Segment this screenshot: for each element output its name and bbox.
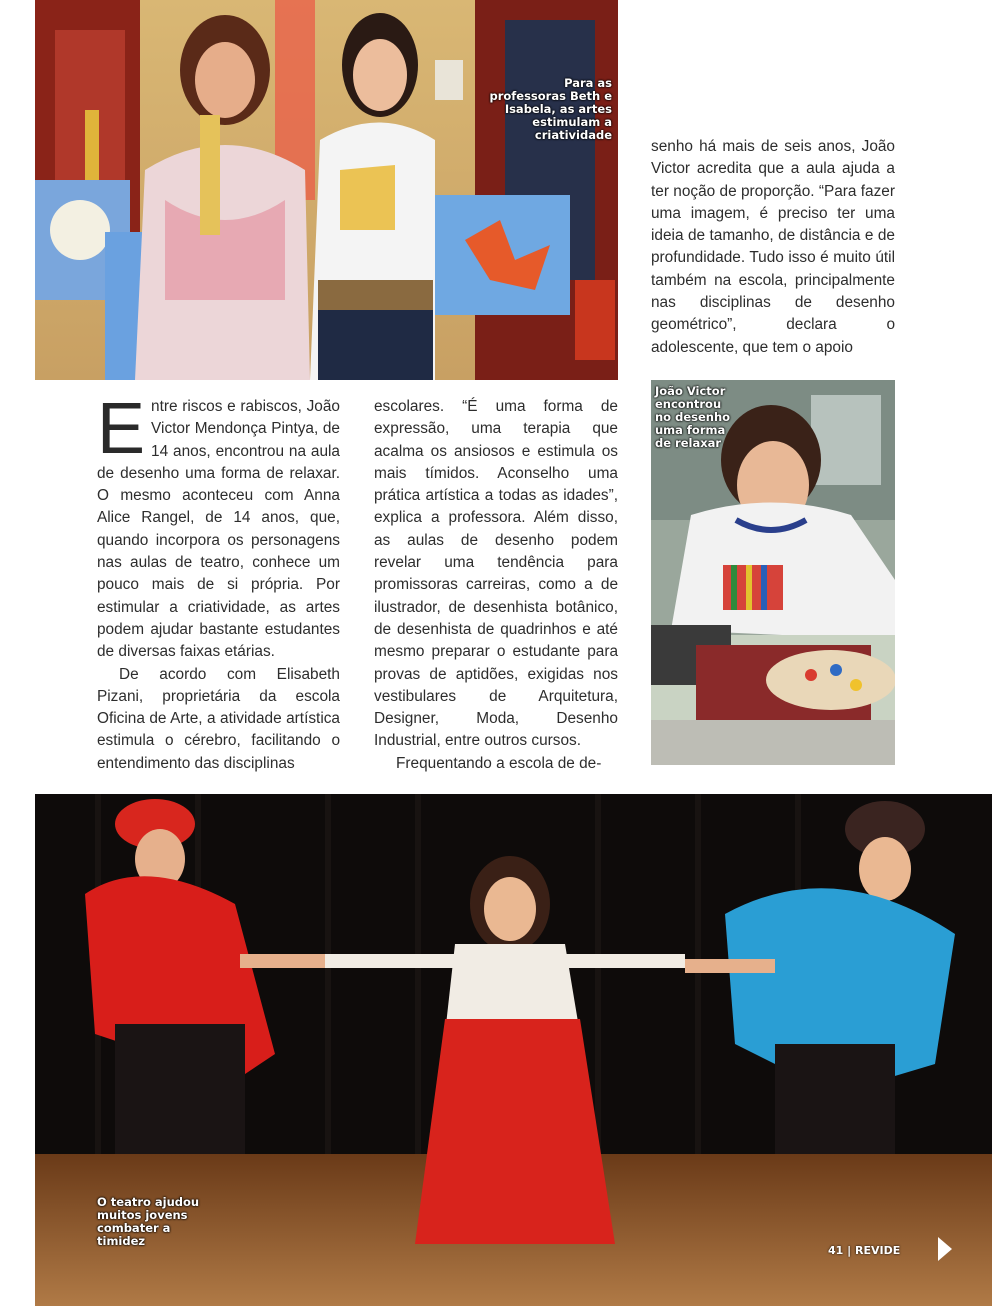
page-footer <box>828 1244 900 1257</box>
article-paragraph-4: Frequentando a escola de de- <box>396 754 602 772</box>
caption-joao-victor: João Victor encontrou no desenho uma forma de relaxar <box>655 384 731 450</box>
article-paragraph-1 <box>97 389 340 664</box>
photo-teachers <box>35 0 618 380</box>
caption-theater: O teatro ajudou muitos jovens combater a timidez <box>97 1195 200 1248</box>
page-number: 41 <box>828 1244 844 1257</box>
footer-separator: | <box>847 1244 852 1257</box>
next-page-arrow-icon[interactable] <box>938 1237 952 1261</box>
article-paragraph-5: senho há mais de seis anos, João Victor acredita que a aula ajuda a ter noção de proporção. “Para fazer uma imagem, é preciso ter uma ideia de tamanho, de distância e de profundidade. Tudo isso é muito útil também na escola, principalmente nas disciplinas de desenho geométrico”, declara o adolescente, que tem o apoio <box>651 138 895 356</box>
article-paragraph-1-text: ntre riscos e rabiscos, João Victor Mendonça Pintya, de 14 anos, encontrou na aula de desenho uma forma de relaxar. O mesmo aconteceu com Anna Alice Rangel, de 14 anos, que, quando incorpora os personagens nas aulas de teatro, conhece um pouco mais de si própria. Por estimular a criatividade, as artes podem ajudar bastante estudantes de diversas faixas etárias. <box>97 398 340 661</box>
drop-cap: E <box>97 389 146 469</box>
article-column-1 <box>97 389 340 775</box>
photo-teachers-image <box>35 0 618 380</box>
magazine-name: REVIDE <box>855 1244 901 1257</box>
article-paragraph-3: escolares. “É uma forma de expressão, uma terapia que acalma os ansiosos e estimula os mais tímidos. Aconselho uma prática artística a todas as idades”, explica a professora. Além disso, as aulas de desenho podem revelar uma tendência para promissoras carreiras, como a de ilustrador, de desenhista botânico, de desenhista de quadrinhos e até mesmo preparar o estudante para provas de aptidões, exigidas nos vestibulares de Arquitetura, Designer, Moda, Desenho Industrial, entre outros cursos. <box>374 398 618 750</box>
caption-teachers: Para as professoras Beth e Isabela, as artes estimulam a criatividade <box>489 76 612 142</box>
article-paragraph-2: De acordo com Elisabeth Pizani, proprietária da escola Oficina de Arte, a atividade artística estimula o cérebro, facilitando o entendimento das disciplinas <box>97 665 340 772</box>
article-column-2 <box>374 396 618 775</box>
article-column-3 <box>651 136 895 359</box>
